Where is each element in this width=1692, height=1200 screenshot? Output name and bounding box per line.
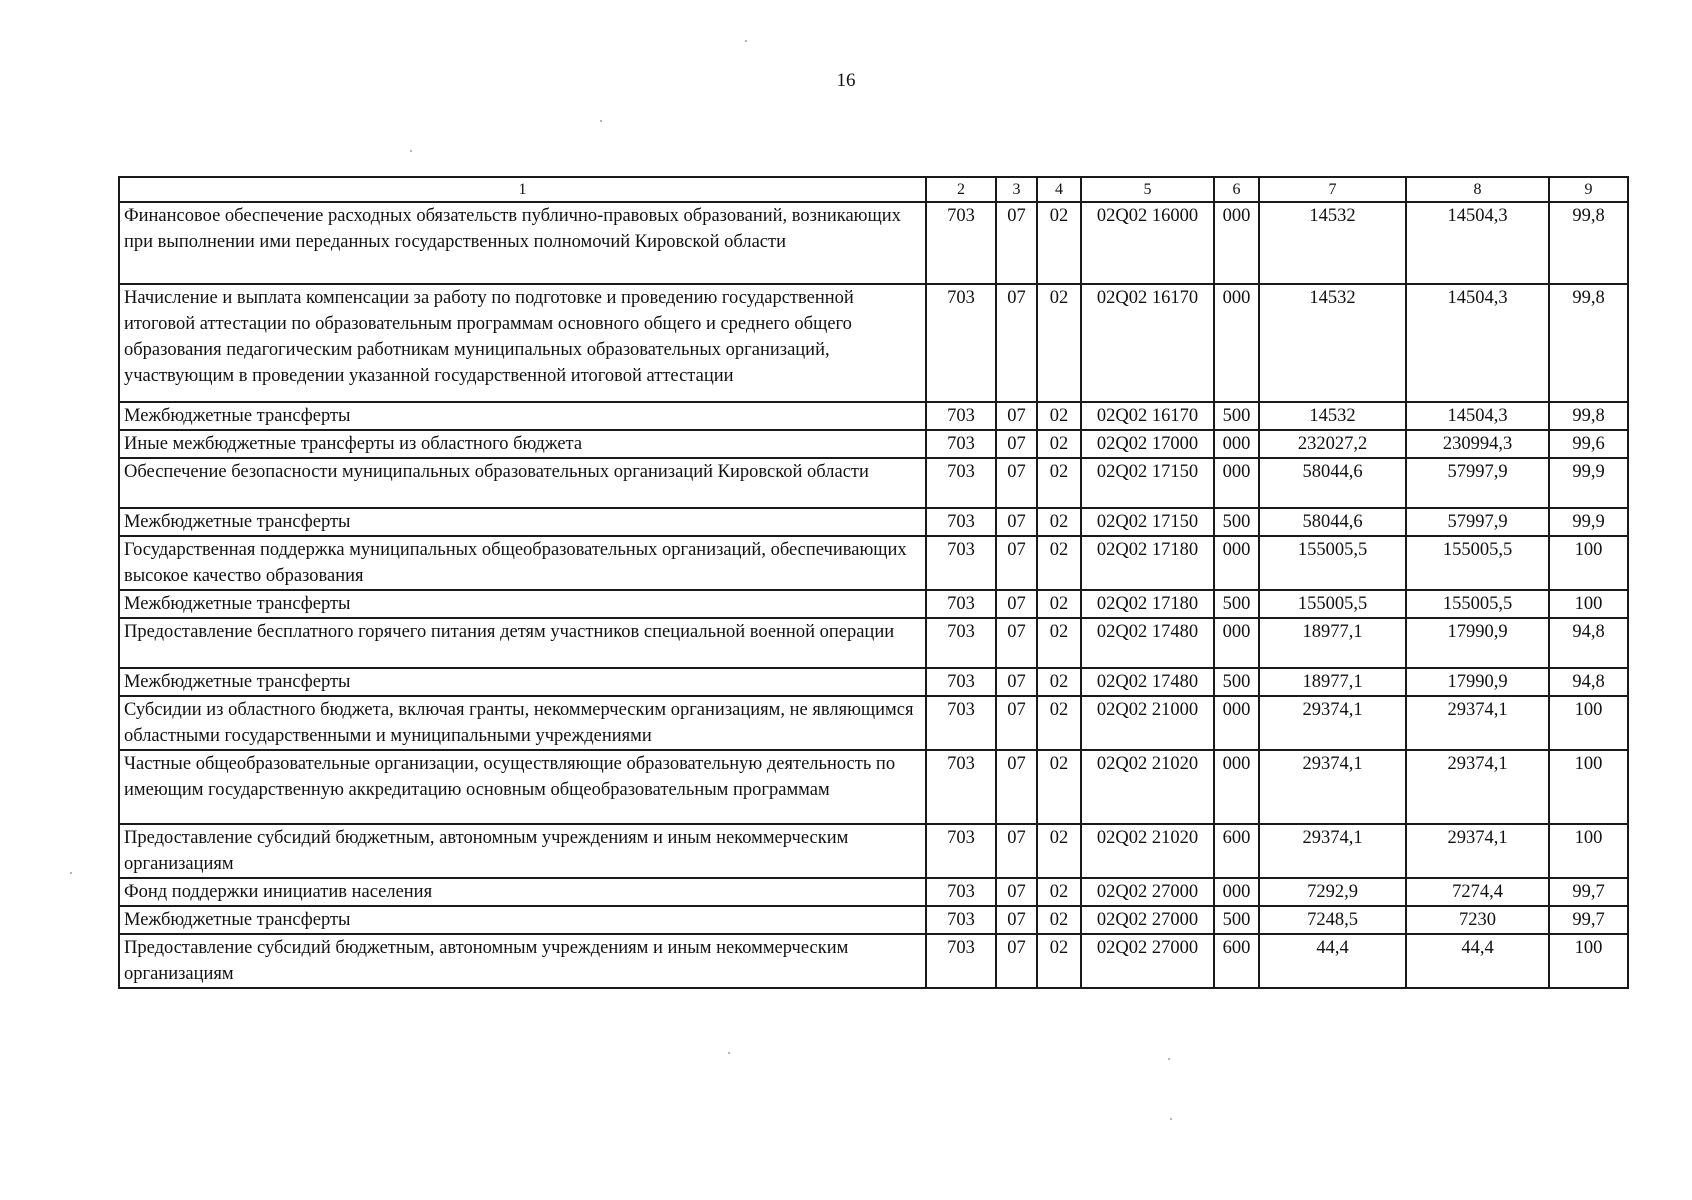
row-c9-cell: 99,8 — [1549, 284, 1628, 402]
row-c8-cell: 14504,3 — [1406, 402, 1549, 430]
header-col-4: 4 — [1037, 177, 1081, 202]
row-c3-cell: 07 — [996, 590, 1037, 618]
row-c9-cell: 99,6 — [1549, 430, 1628, 458]
row-c7-cell: 14532 — [1259, 202, 1406, 284]
row-c6-cell: 500 — [1214, 668, 1259, 696]
header-col-9: 9 — [1549, 177, 1628, 202]
row-c6-cell: 500 — [1214, 402, 1259, 430]
row-c2-cell: 703 — [926, 696, 996, 750]
row-c9-cell: 94,8 — [1549, 668, 1628, 696]
row-c4-cell: 02 — [1037, 402, 1081, 430]
row-c3-cell: 07 — [996, 878, 1037, 906]
row-name-cell: Субсидии из областного бюджета, включая гранты, некоммерческим организациям, не являющимся областными государственными и муниципальными учреждениями — [119, 696, 926, 750]
row-c5-cell: 02Q02 17180 — [1081, 536, 1214, 590]
row-c9-cell: 100 — [1549, 750, 1628, 824]
row-c6-cell: 000 — [1214, 878, 1259, 906]
row-c4-cell: 02 — [1037, 696, 1081, 750]
row-c6-cell: 500 — [1214, 906, 1259, 934]
row-c8-cell: 7230 — [1406, 906, 1549, 934]
row-c6-cell: 000 — [1214, 618, 1259, 668]
row-c4-cell: 02 — [1037, 284, 1081, 402]
row-c5-cell: 02Q02 27000 — [1081, 906, 1214, 934]
row-c9-cell: 100 — [1549, 590, 1628, 618]
row-c8-cell: 29374,1 — [1406, 696, 1549, 750]
table-row — [119, 536, 1628, 590]
row-c8-cell: 57997,9 — [1406, 458, 1549, 508]
row-c5-cell: 02Q02 27000 — [1081, 878, 1214, 906]
table-row — [119, 284, 1628, 402]
row-c8-cell: 155005,5 — [1406, 590, 1549, 618]
row-c4-cell: 02 — [1037, 458, 1081, 508]
row-c7-cell: 18977,1 — [1259, 668, 1406, 696]
row-c8-cell: 17990,9 — [1406, 668, 1549, 696]
row-c6-cell: 600 — [1214, 824, 1259, 878]
row-name-cell: Фонд поддержки инициатив населения — [119, 878, 926, 906]
row-c8-cell: 7274,4 — [1406, 878, 1549, 906]
row-c9-cell: 99,9 — [1549, 458, 1628, 508]
row-name-cell: Иные межбюджетные трансферты из областного бюджета — [119, 430, 926, 458]
row-name-cell: Межбюджетные трансферты — [119, 906, 926, 934]
row-c2-cell: 703 — [926, 458, 996, 508]
row-c7-cell: 44,4 — [1259, 934, 1406, 988]
row-c2-cell: 703 — [926, 878, 996, 906]
row-c2-cell: 703 — [926, 618, 996, 668]
row-c7-cell: 58044,6 — [1259, 508, 1406, 536]
row-c3-cell: 07 — [996, 402, 1037, 430]
row-name-cell: Межбюджетные трансферты — [119, 590, 926, 618]
row-c3-cell: 07 — [996, 458, 1037, 508]
row-c9-cell: 99,7 — [1549, 878, 1628, 906]
row-c5-cell: 02Q02 16170 — [1081, 402, 1214, 430]
table-row — [119, 668, 1628, 696]
row-c7-cell: 155005,5 — [1259, 590, 1406, 618]
table-row — [119, 750, 1628, 824]
row-c6-cell: 000 — [1214, 536, 1259, 590]
row-c3-cell: 07 — [996, 668, 1037, 696]
row-c7-cell: 58044,6 — [1259, 458, 1406, 508]
row-c7-cell: 29374,1 — [1259, 750, 1406, 824]
row-c2-cell: 703 — [926, 402, 996, 430]
row-c3-cell: 07 — [996, 824, 1037, 878]
row-c5-cell: 02Q02 21020 — [1081, 750, 1214, 824]
row-c3-cell: 07 — [996, 284, 1037, 402]
row-c8-cell: 29374,1 — [1406, 824, 1549, 878]
table-row — [119, 508, 1628, 536]
row-c2-cell: 703 — [926, 536, 996, 590]
row-c2-cell: 703 — [926, 202, 996, 284]
row-c6-cell: 500 — [1214, 508, 1259, 536]
row-c5-cell: 02Q02 17480 — [1081, 618, 1214, 668]
row-name-cell: Предоставление бесплатного горячего питания детям участников специальной военной операции — [119, 618, 926, 668]
row-c2-cell: 703 — [926, 906, 996, 934]
row-c9-cell: 100 — [1549, 824, 1628, 878]
row-name-cell: Межбюджетные трансферты — [119, 668, 926, 696]
row-c7-cell: 18977,1 — [1259, 618, 1406, 668]
row-c3-cell: 07 — [996, 934, 1037, 988]
row-c5-cell: 02Q02 16000 — [1081, 202, 1214, 284]
header-col-8: 8 — [1406, 177, 1549, 202]
row-c6-cell: 000 — [1214, 750, 1259, 824]
table-row — [119, 590, 1628, 618]
row-c8-cell: 155005,5 — [1406, 536, 1549, 590]
row-c9-cell: 94,8 — [1549, 618, 1628, 668]
row-c7-cell: 29374,1 — [1259, 824, 1406, 878]
row-c5-cell: 02Q02 17480 — [1081, 668, 1214, 696]
row-c6-cell: 000 — [1214, 430, 1259, 458]
row-c8-cell: 44,4 — [1406, 934, 1549, 988]
row-c7-cell: 232027,2 — [1259, 430, 1406, 458]
table-row — [119, 824, 1628, 878]
row-name-cell: Начисление и выплата компенсации за работу по подготовке и проведению государственной итоговой аттестации по образовательным программам основного общего и среднего общего образования педагогическим работникам муниципальных образовательных организаций, участвующим в проведении указанной государственной итоговой аттестации — [119, 284, 926, 402]
row-c3-cell: 07 — [996, 618, 1037, 668]
table-row — [119, 878, 1628, 906]
row-c5-cell: 02Q02 27000 — [1081, 934, 1214, 988]
row-c8-cell: 14504,3 — [1406, 202, 1549, 284]
row-name-cell: Обеспечение безопасности муниципальных образовательных организаций Кировской области — [119, 458, 926, 508]
header-row — [119, 177, 1628, 202]
header-col-2: 2 — [926, 177, 996, 202]
row-c8-cell: 17990,9 — [1406, 618, 1549, 668]
row-c3-cell: 07 — [996, 906, 1037, 934]
row-c4-cell: 02 — [1037, 668, 1081, 696]
table-row — [119, 202, 1628, 284]
row-c7-cell: 14532 — [1259, 284, 1406, 402]
row-c2-cell: 703 — [926, 934, 996, 988]
row-c9-cell: 99,7 — [1549, 906, 1628, 934]
table-row — [119, 402, 1628, 430]
row-c7-cell: 155005,5 — [1259, 536, 1406, 590]
row-c8-cell: 230994,3 — [1406, 430, 1549, 458]
row-c2-cell: 703 — [926, 590, 996, 618]
row-c4-cell: 02 — [1037, 618, 1081, 668]
row-c4-cell: 02 — [1037, 824, 1081, 878]
row-c6-cell: 600 — [1214, 934, 1259, 988]
row-c3-cell: 07 — [996, 508, 1037, 536]
row-c4-cell: 02 — [1037, 590, 1081, 618]
row-c8-cell: 14504,3 — [1406, 284, 1549, 402]
row-name-cell: Финансовое обеспечение расходных обязательств публично-правовых образований, возникающих при выполнении ими переданных государственных полномочий Кировской области — [119, 202, 926, 284]
row-c3-cell: 07 — [996, 750, 1037, 824]
row-c8-cell: 29374,1 — [1406, 750, 1549, 824]
row-c5-cell: 02Q02 17180 — [1081, 590, 1214, 618]
row-c6-cell: 500 — [1214, 590, 1259, 618]
row-c5-cell: 02Q02 21000 — [1081, 696, 1214, 750]
row-c2-cell: 703 — [926, 508, 996, 536]
page-number: 16 — [836, 70, 856, 91]
row-c3-cell: 07 — [996, 202, 1037, 284]
row-c3-cell: 07 — [996, 430, 1037, 458]
row-c6-cell: 000 — [1214, 696, 1259, 750]
row-c7-cell: 7248,5 — [1259, 906, 1406, 934]
row-c4-cell: 02 — [1037, 750, 1081, 824]
row-c4-cell: 02 — [1037, 878, 1081, 906]
row-c4-cell: 02 — [1037, 536, 1081, 590]
row-c4-cell: 02 — [1037, 906, 1081, 934]
row-c5-cell: 02Q02 21020 — [1081, 824, 1214, 878]
row-c5-cell: 02Q02 17150 — [1081, 458, 1214, 508]
row-c3-cell: 07 — [996, 536, 1037, 590]
table-row — [119, 618, 1628, 668]
budget-table — [118, 176, 1627, 989]
row-name-cell: Межбюджетные трансферты — [119, 402, 926, 430]
row-c9-cell: 99,9 — [1549, 508, 1628, 536]
row-c9-cell: 100 — [1549, 696, 1628, 750]
row-c2-cell: 703 — [926, 284, 996, 402]
row-c5-cell: 02Q02 17150 — [1081, 508, 1214, 536]
row-name-cell: Государственная поддержка муниципальных общеобразовательных организаций, обеспечивающих высокое качество образования — [119, 536, 926, 590]
row-c6-cell: 000 — [1214, 284, 1259, 402]
table-row — [119, 458, 1628, 508]
row-name-cell: Частные общеобразовательные организации, осуществляющие образовательную деятельность по имеющим государственную аккредитацию основным общеобразовательным программам — [119, 750, 926, 824]
row-c2-cell: 703 — [926, 430, 996, 458]
header-col-6: 6 — [1214, 177, 1259, 202]
row-name-cell: Предоставление субсидий бюджетным, автономным учреждениям и иным некоммерческим организациям — [119, 934, 926, 988]
row-c5-cell: 02Q02 16170 — [1081, 284, 1214, 402]
row-c4-cell: 02 — [1037, 202, 1081, 284]
row-c2-cell: 703 — [926, 668, 996, 696]
row-c7-cell: 29374,1 — [1259, 696, 1406, 750]
header-col-1: 1 — [119, 177, 926, 202]
table-row — [119, 906, 1628, 934]
row-c7-cell: 7292,9 — [1259, 878, 1406, 906]
row-c3-cell: 07 — [996, 696, 1037, 750]
row-c9-cell: 100 — [1549, 536, 1628, 590]
header-col-5: 5 — [1081, 177, 1214, 202]
header-col-7: 7 — [1259, 177, 1406, 202]
row-c9-cell: 100 — [1549, 934, 1628, 988]
table-row — [119, 430, 1628, 458]
header-col-3: 3 — [996, 177, 1037, 202]
table-row — [119, 934, 1628, 988]
row-c2-cell: 703 — [926, 824, 996, 878]
row-name-cell: Предоставление субсидий бюджетным, автономным учреждениям и иным некоммерческим организациям — [119, 824, 926, 878]
row-c5-cell: 02Q02 17000 — [1081, 430, 1214, 458]
row-c7-cell: 14532 — [1259, 402, 1406, 430]
row-c4-cell: 02 — [1037, 934, 1081, 988]
row-c6-cell: 000 — [1214, 202, 1259, 284]
row-c9-cell: 99,8 — [1549, 402, 1628, 430]
row-c4-cell: 02 — [1037, 508, 1081, 536]
row-c8-cell: 57997,9 — [1406, 508, 1549, 536]
row-c2-cell: 703 — [926, 750, 996, 824]
row-c6-cell: 000 — [1214, 458, 1259, 508]
row-c9-cell: 99,8 — [1549, 202, 1628, 284]
table-row — [119, 696, 1628, 750]
row-c4-cell: 02 — [1037, 430, 1081, 458]
row-name-cell: Межбюджетные трансферты — [119, 508, 926, 536]
